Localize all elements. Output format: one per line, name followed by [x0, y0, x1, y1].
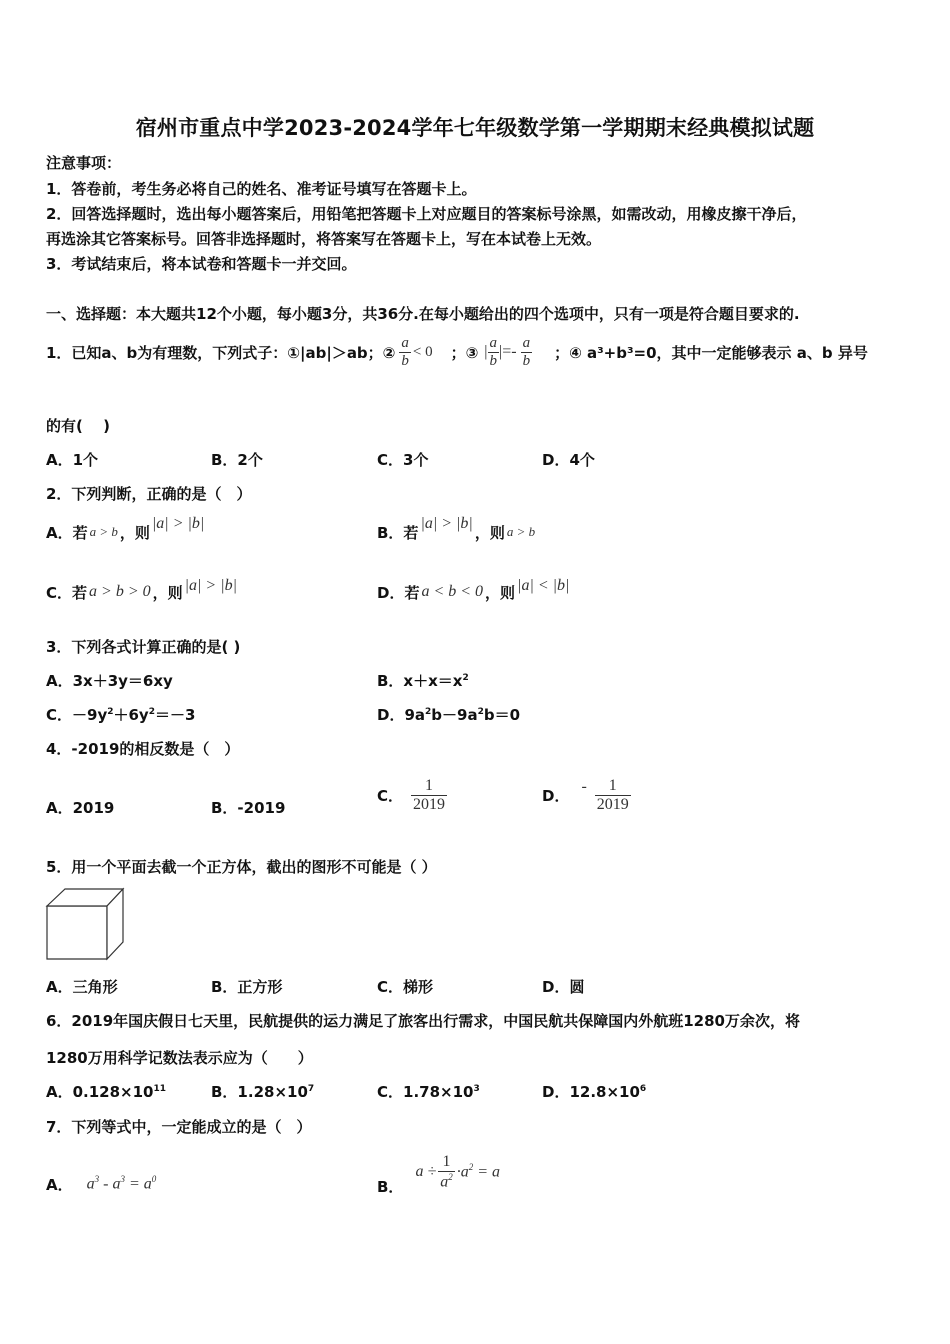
- question-6-stem-b: 1280万用科学记数法表示应为（ ）: [46, 1049, 313, 1067]
- q2-option-c: [46, 576, 237, 608]
- q2-a-result: |a| > |b|: [151, 515, 205, 532]
- q1-stem-b: ；④ a³+b³=0，其中一定能够表示 a、b 异号: [554, 343, 868, 362]
- q1-option-b: B．2个: [211, 451, 263, 469]
- q2-option-b: [377, 516, 535, 548]
- q4-d-label: D．: [542, 786, 570, 805]
- q6-d-text: D．12.8×10: [542, 1083, 640, 1101]
- q5-option-d: D．圆: [542, 978, 585, 996]
- q6-option-c: [377, 1081, 480, 1102]
- q1-frac2-rest: < 0: [412, 343, 433, 360]
- q7-option-b: [377, 1146, 500, 1198]
- q2-c-cond: a > b > 0: [89, 583, 151, 600]
- q2-d-result: |a| < |b|: [517, 577, 570, 594]
- q6-c-text: C．1.78×10: [377, 1083, 474, 1101]
- question-7-stem: 7．下列等式中，一定能成立的是（ ）: [46, 1118, 312, 1136]
- q7-a-s2: 3: [120, 1174, 125, 1185]
- notice-item-2a: 2．回答选择题时，选出每小题答案后，用铅笔把答题卡上对应题目的答案标号涂黑，如需改动，用橡皮擦干净后，: [46, 205, 807, 223]
- q4-c-label: C．: [377, 786, 404, 805]
- q6-c-sup: 3: [473, 1084, 480, 1094]
- q1-fraction-2: [399, 335, 411, 370]
- q1-stem-c: 的有( ): [46, 417, 110, 435]
- question-3-stem: 3．下列各式计算正确的是( ): [46, 638, 241, 656]
- notice-item-2b: 再选涂其它答案标号。回答非选择题时，将答案写在答题卡上，写在本试卷上无效。: [46, 230, 602, 248]
- q2-a-cond: a > b: [89, 524, 118, 539]
- q2-d-cond: a < b < 0: [421, 583, 484, 600]
- q3-option-b: [377, 670, 469, 691]
- q3-d-s1: 2: [425, 707, 432, 717]
- q7-b-num: 1: [442, 1152, 451, 1170]
- q5-option-c: C．梯形: [377, 978, 434, 996]
- q1-option-a: A．1个: [46, 451, 99, 469]
- q7-b-label: B．: [377, 1177, 404, 1196]
- q7-b-t1: a ÷: [415, 1163, 437, 1180]
- q7-b-fraction: [438, 1153, 455, 1191]
- q7-a-s3: 0: [151, 1174, 157, 1185]
- q2-d-then: ，则: [485, 583, 516, 602]
- question-6-stem-a: 6．2019年国庆假日七天里，民航提供的运力满足了旅客出行需求，中国民航共保障国内外航班1280万余次，将: [46, 1012, 800, 1030]
- q5-option-a: A．三角形: [46, 978, 118, 996]
- question-4-stem: 4．-2019的相反数是（ ）: [46, 740, 240, 758]
- q1-sep: ；③: [450, 343, 479, 362]
- q7-a-t1: a: [86, 1175, 95, 1193]
- q1-frac3-den: b: [489, 352, 497, 369]
- q2-b-result: a > b: [506, 524, 536, 539]
- q1-frac2-num: a: [401, 334, 409, 351]
- q6-d-sup: 6: [639, 1084, 647, 1094]
- q2-option-d: [377, 576, 569, 608]
- q4-d-den: 2019: [596, 795, 629, 813]
- q6-option-a: [46, 1081, 166, 1102]
- q3-b-sup: 2: [462, 673, 469, 683]
- q7-b-den: [438, 1171, 455, 1191]
- q3-b-text: B．x＋x＝x: [377, 672, 463, 690]
- q2-b-then: ，则: [474, 523, 505, 542]
- q2-a-then: ，则: [119, 523, 150, 542]
- page-title: 宿州市重点中学2023-2024学年七年级数学第一学期期末经典模拟试题: [135, 116, 815, 140]
- q4-d-num: 1: [608, 776, 617, 794]
- q7-b-s2: 2: [468, 1162, 474, 1173]
- q2-c-label: C．若: [46, 583, 88, 602]
- section-heading: 一、选择题：本大题共12个小题，每小题3分，共36分.在每小题给出的四个选项中，只有一项是符合题目要求的.: [46, 305, 800, 323]
- q1-stem-a: 1．已知a、b为有理数，下列式子：①|ab|＞ab；②: [46, 343, 396, 362]
- q2-option-a: [46, 516, 204, 548]
- cube-figure: [44, 886, 126, 962]
- q7-b-den-base: a: [440, 1173, 449, 1191]
- q3-d-s2: 2: [477, 707, 484, 717]
- q3-option-d: [377, 704, 520, 725]
- q3-c-t3: ＝－3: [154, 706, 196, 724]
- q3-d-t3: b＝0: [483, 706, 521, 724]
- q1-fraction-3b: [521, 335, 533, 370]
- q2-c-result: |a| > |b|: [184, 577, 238, 594]
- q7-a-label: A．: [46, 1175, 73, 1194]
- q4-option-c: [377, 770, 447, 820]
- q2-b-label: B．若: [377, 523, 419, 542]
- q3-option-c: [46, 704, 195, 725]
- q2-a-label: A．若: [46, 523, 88, 542]
- q2-d-label: D．若: [377, 583, 420, 602]
- notice-item-1: 1．答卷前，考生务必将自己的姓名、准考证号填写在答题卡上。: [46, 180, 477, 198]
- q3-d-t1: D．9a: [377, 706, 426, 724]
- q7-a-t3: = a: [124, 1175, 152, 1193]
- q4-option-b: B．-2019: [211, 799, 286, 817]
- q7-b-t3: = a: [473, 1163, 501, 1181]
- q6-b-sup: 7: [307, 1084, 315, 1094]
- notice-item-3: 3．考试结束后，将本试卷和答题卡一并交回。: [46, 255, 357, 273]
- q5-option-b: B．正方形: [211, 978, 283, 996]
- q1-abs-close: |=-: [499, 343, 517, 360]
- q7-b-den-sup: 2: [448, 1171, 453, 1182]
- q7-b-rest: [457, 1162, 500, 1181]
- question-5-stem: 5．用一个平面去截一个正方体，截出的图形不可能是（ ）: [46, 858, 437, 876]
- q3-c-s1: 2: [107, 707, 114, 717]
- q4-c-fraction: [411, 777, 447, 814]
- q3-d-t2: b－9a: [431, 706, 478, 724]
- question-2-stem: 2．下列判断，正确的是（ ）: [46, 485, 252, 503]
- q3-c-t2: ＋6y: [113, 706, 149, 724]
- cube-front-face: [47, 906, 107, 959]
- q1-option-d: D．4个: [542, 451, 595, 469]
- q2-b-cond: |a| > |b|: [420, 515, 473, 532]
- q3-c-s2: 2: [148, 707, 155, 717]
- q7-b-t2: ·a: [456, 1163, 469, 1181]
- q4-option-a: A．2019: [46, 799, 115, 817]
- q6-b-text: B．1.28×10: [211, 1083, 308, 1101]
- q7-a-s1: 3: [94, 1174, 100, 1185]
- q6-a-sup: 11: [153, 1084, 167, 1094]
- q7-a-expression: [87, 1174, 157, 1193]
- q1-frac3b-num: a: [522, 334, 531, 351]
- q1-option-c: C．3个: [377, 451, 429, 469]
- q4-option-d: [542, 770, 631, 820]
- q4-d-fraction: [595, 777, 631, 814]
- q4-c-den: 2019: [413, 795, 446, 813]
- q3-c-t1: C．－9y: [46, 706, 108, 724]
- q6-option-b: [211, 1081, 314, 1102]
- question-1-stem: [46, 327, 868, 377]
- q7-option-a: [46, 1170, 156, 1198]
- q2-c-then: ，则: [152, 583, 183, 602]
- q1-frac2-den: b: [401, 352, 409, 369]
- q3-option-a: A．3x＋3y＝6xy: [46, 672, 173, 690]
- q7-a-t2: - a: [99, 1175, 121, 1193]
- q1-abs-open: |: [484, 343, 488, 360]
- notice-heading: 注意事项：: [46, 154, 122, 172]
- q1-fraction-3: [488, 335, 500, 370]
- q6-option-d: [542, 1081, 646, 1102]
- q6-a-text: A．0.128×10: [46, 1083, 154, 1101]
- q1-frac3b-den: b: [522, 352, 531, 369]
- q4-c-num: 1: [425, 776, 434, 794]
- q4-d-sign: -: [581, 778, 587, 795]
- q1-frac3-num: a: [489, 334, 497, 351]
